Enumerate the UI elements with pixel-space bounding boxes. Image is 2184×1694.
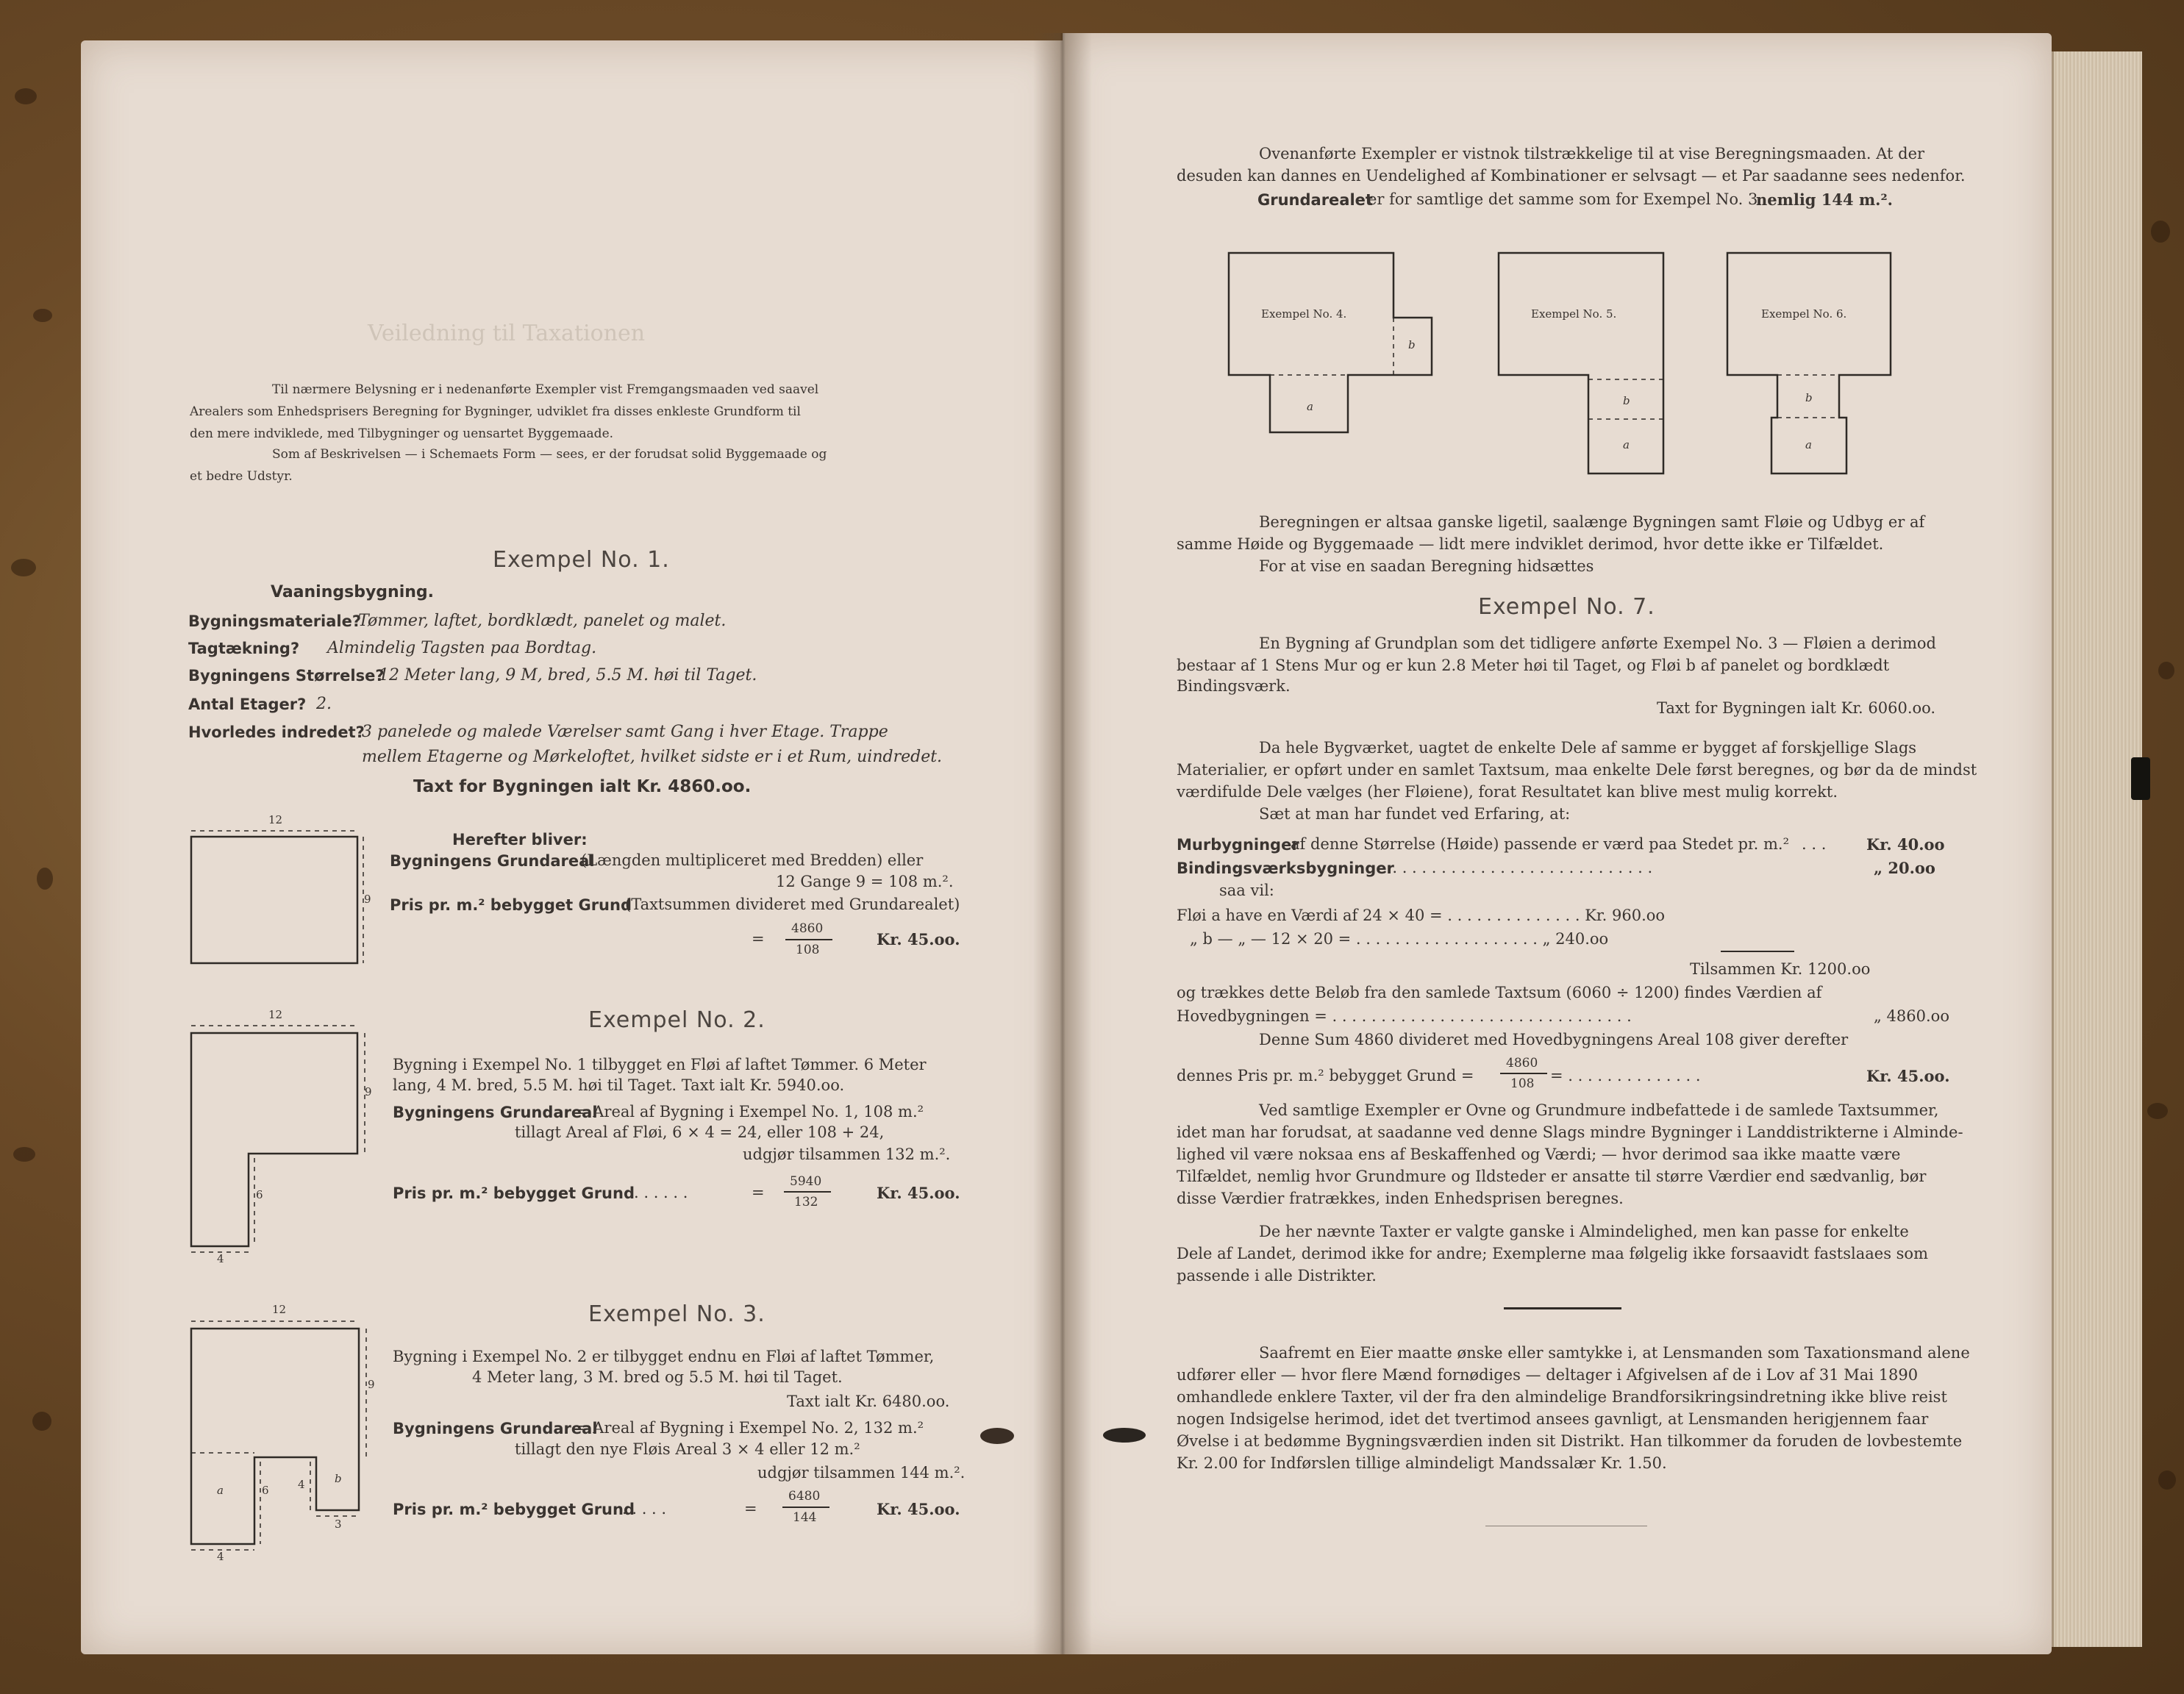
ex7-saa-vil: saa vil: (1219, 882, 1274, 899)
ex1-a-interior-1: 3 panelede og malede Værelser samt Gang i hver Etage. Trappe (362, 723, 888, 741)
intro-line: den mere indviklede, med Tilbygninger og uensartet Byggemaade. (190, 426, 614, 441)
ex7-denne-sum: Denne Sum 4860 divideret med Hovedbygningens Areal 108 giver derefter (1259, 1031, 1849, 1048)
ex2-dim-bottom: 4 (217, 1252, 224, 1265)
ex1-grundareal-text: (Længden multipliceret med Bredden) eller (581, 851, 924, 869)
ex2-dim-wing: 6 (256, 1188, 263, 1201)
ex4-label-a: a (1307, 400, 1313, 413)
ex1-a-interior-2: mellem Etagerne og Mørkeloftet, hvilket sidste er i et Rum, uindredet. (362, 748, 943, 766)
samtlige-5: disse Værdier fratrækkes, inden Enhedsprisen beregnes. (1177, 1190, 1624, 1207)
ex5-label-a: a (1623, 438, 1630, 451)
ex2-pris-label: Pris pr. m.² bebygget Grund (393, 1184, 635, 1202)
ex1-q-roof: Tagtækning? (188, 640, 300, 657)
ex3-pris-label: Pris pr. m.² bebygget Grund (393, 1501, 635, 1518)
ex2-result: Kr. 45.oo. (877, 1184, 960, 1202)
saafremt-4: nogen Indsigelse herimod, idet det tvertimod ansees gavnligt, at Lensmanden herigjennem faar (1177, 1410, 1929, 1428)
samtlige-6: De her nævnte Taxter er valgte ganske i Almindelighed, men kan passe for enkelte (1259, 1223, 1909, 1240)
ex7-para2-3: værdifulde Dele vælges (her Fløiene), forat Resultatet kan blive mest mulig korrekt. (1177, 783, 1838, 801)
ex1-pris-label: Pris pr. m.² bebygget Grund (390, 896, 632, 914)
ex1-a-material: Tømmer, laftet, bordklædt, panelet og malet. (358, 612, 727, 630)
ex2-areal-line3: udgjør tilsammen 132 m.². (743, 1146, 951, 1163)
beregning-2: samme Høide og Byggemaade — lidt mere indviklet derimod, hvor dette ikke er Tilfældet. (1177, 535, 1884, 553)
binding-hole-left (980, 1428, 1014, 1444)
ex7-traekkes-2-value: „ 4860.oo (1874, 1007, 1949, 1025)
ex3-frac-den: 144 (793, 1510, 817, 1525)
ex2-areal-label: Bygningens Grundareal (393, 1104, 598, 1121)
samtlige-7: Dele af Landet, derimod ikke for andre; Exemplerne maa følgelig ikke forsaavidt fastslaaes som (1177, 1245, 1928, 1262)
ex2-title: Exempel No. 2. (588, 1007, 766, 1033)
saafremt-6: Kr. 2.00 for Indførslen tillige almindeligt Mandssalær Kr. 1.50. (1177, 1454, 1667, 1472)
binding-clip (2131, 757, 2150, 800)
ex2-line2: lang, 4 M. bred, 5.5 M. høi til Taget. Taxt ialt Kr. 5940.oo. (393, 1076, 845, 1094)
ex1-dim-side: 9 (364, 893, 371, 906)
intro-line: Som af Beskrivelsen — i Schemaets Form — sees, er der forudsat solid Byggemaade og (272, 447, 827, 462)
right-intro-2: desuden kan dannes en Uendelighed af Kombinationer er selvsagt — et Par saadanne sees nedenfor. (1177, 167, 1966, 185)
samtlige-4: Tilfældet, nemlig hvor Grundmure og Ildsteder er ansatte til større Værdier end sædvanlig, bør (1177, 1168, 1927, 1185)
ex7-mur-text: af denne Størrelse (Høide) passende er værd paa Stedet pr. m.² (1291, 835, 1790, 853)
ex6-label: Exempel No. 6. (1761, 307, 1847, 321)
ex7-floi-b: „ b — „ — 12 × 20 = . . . . . . . . . . . . . . . . . . . „ 240.oo (1190, 930, 1609, 948)
ex7-bind-label: Bindingsværksbygninger (1177, 859, 1394, 877)
ex5-label: Exempel No. 5. (1531, 307, 1617, 321)
ex3-result: Kr. 45.oo. (877, 1500, 960, 1518)
saafremt-1: Saafremt en Eier maatte ønske eller samtykke i, at Lensmanden som Taxationsmand alene (1259, 1344, 1970, 1362)
ex4-label: Exempel No. 4. (1261, 307, 1347, 321)
samtlige-1: Ved samtlige Exempler er Ovne og Grundmure indbefattede i de samlede Taxtsummer, (1259, 1101, 1939, 1119)
ex3-taxt: Taxt ialt Kr. 6480.oo. (787, 1393, 950, 1410)
ex1-q-material: Bygningsmateriale? (188, 612, 362, 630)
ex5-floor-plan (1494, 250, 1678, 478)
intro-line: et bedre Udstyr. (190, 469, 293, 484)
ex7-bind-dots: . . . . . . . . . . . . . . . . . . . . . . . . . . . . (1382, 859, 1653, 876)
ex2-dots: . . . . . . (634, 1184, 688, 1201)
samtlige-2: idet man har forudsat, at saadanne ved denne Slags mindre Bygninger i Landdistrikterne i Alminde- (1177, 1123, 1963, 1141)
ex1-pris-text: (Taxtsummen divideret med Grundarealet) (625, 896, 960, 913)
beregning-1: Beregningen er altsaa ganske ligetil, saalænge Bygningen samt Fløie og Udbyg er af (1259, 513, 1925, 531)
ex1-q-size: Bygningens Størrelse? (188, 667, 385, 685)
ex5-label-b: b (1623, 394, 1630, 407)
ex7-tilsammen: Tilsammen Kr. 1200.oo (1690, 960, 1871, 978)
intro-line: Arealers som Enhedsprisers Beregning for Bygninger, udviklet fra disses enkleste Grundform til (190, 404, 801, 419)
ex2-frac-num: 5940 (790, 1174, 822, 1189)
ex2-dim-side: 9 (365, 1085, 372, 1098)
ex1-grundareal-calc: 12 Gange 9 = 108 m.². (776, 873, 954, 890)
page-stack-edges (2052, 51, 2142, 1647)
ex1-floor-plan (184, 809, 375, 971)
ex7-floi-a: Fløi a have en Værdi af 24 × 40 = . . . . . . . . . . . . . . Kr. 960.oo (1177, 907, 1666, 924)
ex3-dim-top: 12 (272, 1303, 287, 1316)
ex1-frac-num: 4860 (791, 921, 824, 936)
ex3-dim-bottom-b: 3 (335, 1518, 342, 1531)
ex1-q-interior: Hvorledes indredet? (188, 723, 365, 741)
saafremt-3: omhandlede enklere Taxter, vil der fra den almindelige Brandforsikringsindretning ikke blive reist (1177, 1388, 1947, 1406)
ex1-eq: = (752, 930, 765, 948)
ex3-line2: 4 Meter lang, 3 M. bred og 5.5 M. høi til Taget. (472, 1368, 843, 1386)
intro-line: Til nærmere Belysning er i nedenanførte Exempler vist Fremgangsmaaden ved saavel (272, 382, 819, 397)
ex2-dim-top: 12 (268, 1008, 283, 1021)
ex7-title: Exempel No. 7. (1478, 594, 1655, 620)
ex3-areal-label: Bygningens Grundareal (393, 1420, 598, 1437)
ex7-line3: Bindingsværk. (1177, 677, 1291, 695)
ex3-areal-line2: tillagt den nye Fløis Areal 3 × 4 eller 12 m.² (515, 1440, 860, 1458)
ex3-dim-wing-a: 6 (262, 1484, 269, 1497)
right-intro-1: Ovenanførte Exempler er vistnok tilstrækkelige til at vise Beregningsmaaden. At der (1259, 145, 1925, 162)
ex1-frac-den: 108 (796, 943, 820, 957)
ex1-result: Kr. 45.oo. (877, 930, 960, 948)
faint-heading: Veiledning til Taxationen (368, 321, 646, 346)
saafremt-5: Øvelse i at bedømme Bygningsværdien inden sit Distrikt. Han tilkommer da foruden de lovbestemte (1177, 1432, 1963, 1450)
ex1-dim-top: 12 (268, 813, 283, 826)
ex1-grundareal-label: Bygningens Grundareal (390, 852, 595, 870)
binding-hole-right (1103, 1428, 1146, 1443)
ex7-line2: bestaar af 1 Stens Mur og er kun 2.8 Meter høi til Taget, og Fløi b af panelet og bordklædt (1177, 657, 1890, 674)
ex3-label-a: a (217, 1484, 224, 1497)
ex3-dim-bottom-a: 4 (217, 1550, 224, 1563)
book-gutter (1033, 33, 1092, 1654)
ex1-title: Exempel No. 1. (493, 547, 670, 573)
ex7-traekkes-1: og trækkes dette Beløb fra den samlede Taxtsum (6060 ÷ 1200) findes Værdien af (1177, 984, 1822, 1001)
ex3-dots: . . . . . (622, 1500, 667, 1518)
ex7-sum-rule (1721, 951, 1794, 952)
ex7-mur-value: Kr. 40.oo (1866, 835, 1945, 854)
ex3-label-b: b (335, 1472, 342, 1485)
ex2-eq: = (752, 1184, 765, 1201)
ex7-dennes-pris: dennes Pris pr. m.² bebygget Grund = (1177, 1067, 1474, 1084)
ex7-traekkes-2: Hovedbygningen = . . . . . . . . . . . . . . . . . . . . . . . . . . . . . . . (1177, 1007, 1632, 1025)
ex2-line1: Bygning i Exempel No. 1 tilbygget en Fløi af laftet Tømmer. 6 Meter (393, 1056, 927, 1073)
ex7-dennes-dots: = . . . . . . . . . . . . . . (1550, 1067, 1701, 1084)
ex4-floor-plan (1224, 250, 1445, 441)
ex3-floor-plan (184, 1295, 390, 1563)
saafremt-2: udfører eller — hvor flere Mænd fornødiges — deltager i Afgivelsen af de i Lov af 31 Mai 1890 (1177, 1366, 1919, 1384)
ex3-areal-text: = Areal af Bygning i Exempel No. 2, 132 m.² (575, 1419, 924, 1437)
samtlige-3: lighed vil være noksaa ens af Beskaffenhed og Værdi; — hvor derimod saa ikke maatte være (1177, 1146, 1901, 1163)
ex1-subtitle: Vaaningsbygning. (271, 583, 435, 601)
ex1-q-floors: Antal Etager? (188, 696, 307, 713)
ex6-label-a: a (1805, 438, 1812, 451)
right-intro-3a: Grundarealet (1257, 191, 1373, 209)
ex6-floor-plan (1723, 250, 1899, 478)
right-intro-3c: nemlig 144 m.². (1756, 190, 1893, 209)
ex1-a-floors: 2. (316, 695, 332, 713)
ex2-areal-line2: tillagt Areal af Fløi, 6 × 4 = 24, eller 108 + 24, (515, 1123, 885, 1141)
ex3-line1: Bygning i Exempel No. 2 er tilbygget endnu en Fløi af laftet Tømmer, (393, 1348, 935, 1365)
ex2-areal-text: = Areal af Bygning i Exempel No. 1, 108 m.² (575, 1103, 924, 1121)
ex3-frac-num: 6480 (788, 1489, 821, 1504)
ex2-frac-den: 132 (794, 1195, 818, 1209)
ex3-areal-line3: udgjør tilsammen 144 m.². (757, 1464, 966, 1482)
ex7-frac-num: 4860 (1506, 1056, 1538, 1071)
ex3-dim-side: 9 (368, 1378, 375, 1391)
ex4-label-b: b (1408, 338, 1416, 351)
ex7-para2-1: Da hele Bygværket, uagtet de enkelte Dele af samme er bygget af forskjellige Slags (1259, 739, 1917, 757)
ex7-mur-dots: . . . (1802, 835, 1827, 853)
samtlige-8: passende i alle Distrikter. (1177, 1267, 1377, 1284)
ex2-floor-plan (184, 1004, 382, 1265)
ex1-taxt: Taxt for Bygningen ialt Kr. 4860.oo. (413, 777, 752, 796)
ex7-taxt: Taxt for Bygningen ialt Kr. 6060.oo. (1657, 699, 1936, 717)
ex7-line1: En Bygning af Grundplan som det tidligere anførte Exempel No. 3 — Fløien a derimod (1259, 635, 1936, 652)
right-intro-3b: er for samtlige det samme som for Exempel No. 3 (1368, 190, 1758, 208)
ex3-dim-wing-b: 4 (298, 1478, 305, 1491)
ex7-para2-2: Materialier, er opført under en samlet Taxtsum, maa enkelte Dele først beregnes, og bør da de mindst (1177, 761, 1977, 779)
ex7-frac-den: 108 (1510, 1076, 1535, 1091)
ex1-herefter: Herefter bliver: (452, 831, 588, 848)
ex1-a-roof: Almindelig Tagsten paa Bordtag. (327, 639, 597, 657)
section-divider (1504, 1307, 1621, 1309)
ex1-a-size: 12 Meter lang, 9 M, bred, 5.5 M. høi til Taget. (379, 666, 757, 685)
ex7-bind-value: „ 20.oo (1874, 859, 1935, 877)
ex3-title: Exempel No. 3. (588, 1301, 766, 1327)
ex6-label-b: b (1805, 391, 1813, 404)
ex3-eq: = (744, 1500, 757, 1518)
ex7-dennes-value: Kr. 45.oo. (1866, 1067, 1950, 1085)
ex7-mur-label: Murbygninger (1177, 836, 1299, 854)
ex7-para2-4: Sæt at man har fundet ved Erfaring, at: (1259, 805, 1571, 823)
beregning-3: For at vise en saadan Beregning hidsættes (1259, 557, 1594, 575)
